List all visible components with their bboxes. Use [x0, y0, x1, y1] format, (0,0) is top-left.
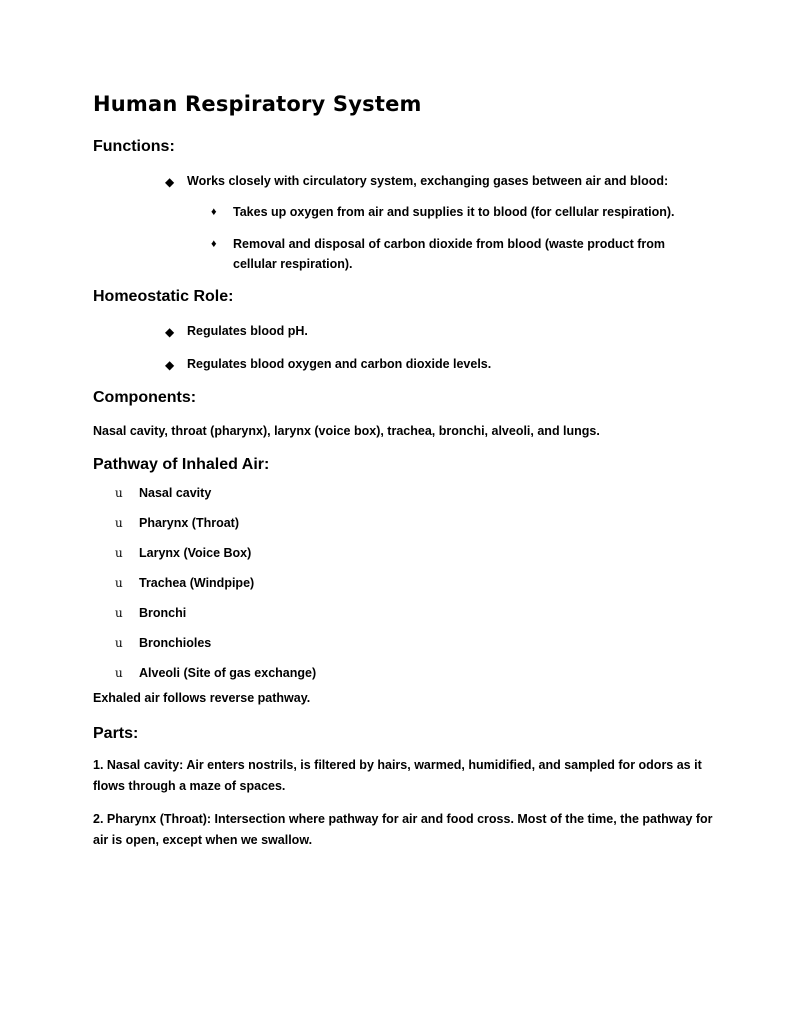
functions-heading: Functions: [93, 138, 175, 155]
functions-subitem: ♦ Removal and disposal of carbon dioxide from blood (waste product from cellular respiration). [211, 234, 713, 274]
pathway-item-label: Nasal cavity [139, 486, 212, 500]
pathway-item-label: Trachea (Windpipe) [139, 576, 255, 590]
pathway-item-label: Larynx (Voice Box) [139, 546, 252, 560]
pathway-bullet-icon: u [115, 636, 123, 650]
exhaled-note: Exhaled air follows reverse pathway. [93, 691, 311, 705]
part-pharynx: 2. Pharynx (Throat): Intersection where pathway for air and food cross. Most of the time, the pathway for air is open, except when we swallow. [93, 812, 713, 847]
pathway-heading: Pathway of Inhaled Air: [93, 456, 270, 473]
pathway-item-label: Bronchi [139, 606, 187, 620]
diamond-bullet-icon: ◆ [165, 325, 175, 339]
components-text: Nasal cavity, throat (pharynx), larynx (voice box), trachea, bronchi, alveoli, and lungs. [93, 424, 600, 438]
pathway-bullet-icon: u [115, 486, 123, 500]
pathway-item [115, 546, 713, 560]
pathway-bullet-icon: u [115, 546, 123, 560]
pathway-bullet-icon: u [115, 666, 123, 680]
pathway-item [115, 606, 713, 620]
diamond-bullet-icon: ♦ [211, 206, 217, 218]
pathway-item [115, 516, 713, 530]
part-nasal-cavity: 1. Nasal cavity: Air enters nostrils, is filtered by hairs, warmed, humidified, and sampled for odors as it flows through a maze of spaces. [93, 758, 702, 793]
pathway-item-label: Bronchioles [139, 636, 212, 650]
pathway-bullet-icon: u [115, 606, 123, 620]
functions-subitem: ♦ Takes up oxygen from air and supplies it to blood (for cellular respiration). [211, 202, 713, 222]
pathway-item [115, 666, 713, 680]
parts-heading: Parts: [93, 725, 139, 742]
diamond-bullet-icon: ◆ [165, 175, 175, 189]
homeostatic-item: ◆ Regulates blood pH. [165, 324, 308, 339]
pathway-bullet-icon: u [115, 576, 123, 590]
document-page [93, 92, 713, 851]
homeostatic-heading: Homeostatic Role: [93, 288, 234, 305]
pathway-item [115, 576, 713, 590]
functions-item: ◆ Works closely with circulatory system, exchanging gases between air and blood: [165, 174, 669, 189]
pathway-item-label: Pharynx (Throat) [139, 516, 240, 530]
homeostatic-item: ◆ Regulates blood oxygen and carbon dioxide levels. [165, 357, 492, 372]
pathway-item [115, 636, 713, 650]
document-title: Human Respiratory System [93, 92, 422, 116]
pathway-item [115, 486, 713, 500]
pathway-list [93, 486, 713, 680]
components-heading: Components: [93, 389, 197, 406]
pathway-item-label: Alveoli (Site of gas exchange) [139, 666, 317, 680]
diamond-bullet-icon: ◆ [165, 358, 175, 372]
pathway-bullet-icon: u [115, 516, 123, 530]
diamond-bullet-icon: ♦ [211, 238, 217, 250]
